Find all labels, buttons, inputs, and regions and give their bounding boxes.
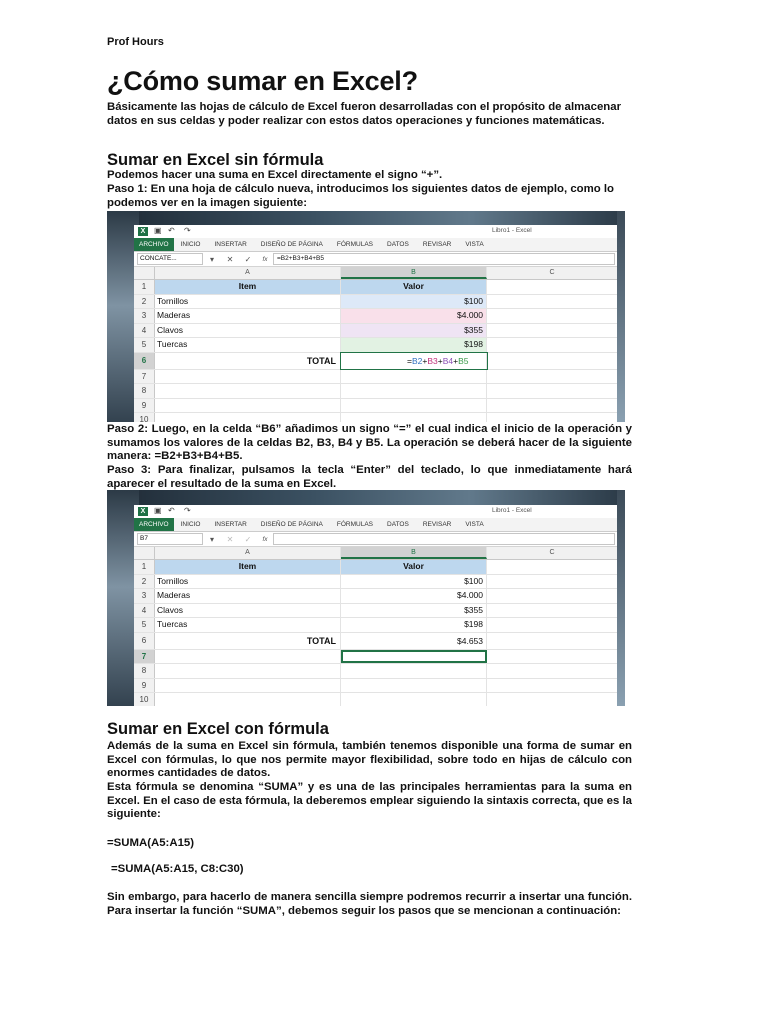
table-row	[134, 280, 617, 295]
cell-b6-result[interactable]: $4.653	[341, 633, 487, 649]
cell-a10[interactable]	[155, 693, 341, 706]
cell-a6[interactable]: TOTAL	[155, 353, 341, 369]
row-header[interactable]: 4	[134, 604, 155, 618]
cell-c9[interactable]	[487, 399, 617, 413]
cell-a1[interactable]: Item	[155, 560, 341, 574]
column-header-b[interactable]: B	[341, 267, 487, 279]
column-header-a[interactable]: A	[155, 267, 341, 279]
undo-icon[interactable]: ↶	[168, 506, 175, 515]
tab-datos[interactable]: DATOS	[387, 241, 409, 248]
save-icon[interactable]: ▣	[154, 226, 162, 235]
dropdown-icon[interactable]: ▾	[209, 534, 214, 544]
cell-b3[interactable]: $4.000	[341, 309, 487, 323]
cell-c2[interactable]	[487, 295, 617, 309]
excel-app-icon: X	[138, 227, 148, 236]
formula-plus: +	[422, 355, 428, 366]
fx-icon[interactable]: fx	[262, 255, 268, 263]
formula-ref-b5: B5	[458, 355, 469, 366]
window-title: Libro1 - Excel	[492, 227, 532, 234]
tab-archivo[interactable]: ARCHIVO	[134, 518, 174, 531]
formula-ref-b2: B2	[411, 355, 423, 366]
formula-equals: =	[407, 355, 412, 366]
section1-p4: Paso 3: Para finalizar, pulsamos la tecla “Enter” del teclado, lo que inmediatamente hará aparecer el resultado de la suma en Excel.	[107, 464, 632, 490]
section1-p2: Paso 1: En una hoja de cálculo nueva, introducimos los siguientes datos de ejemplo, como lo podemos ver en la imagen siguiente:	[107, 183, 614, 209]
formula-input[interactable]: =B2+B3+B4+B5	[273, 253, 615, 265]
formula-plus: +	[437, 355, 443, 366]
table-row	[134, 295, 617, 310]
cancel-icon[interactable]: ✕	[226, 254, 234, 264]
formula-ref-b4: B4	[442, 355, 454, 366]
cell-b5[interactable]: $198	[341, 338, 487, 352]
name-box[interactable]: CONCATE...	[137, 253, 203, 265]
formula-input[interactable]	[273, 533, 615, 545]
redo-icon[interactable]: ↷	[184, 506, 191, 515]
tab-formulas[interactable]: FÓRMULAS	[336, 241, 374, 248]
tab-insertar[interactable]: INSERTAR	[214, 521, 247, 528]
cell-c5[interactable]	[487, 338, 617, 352]
table-row	[134, 650, 617, 665]
tab-revisar[interactable]: REVISAR	[422, 521, 452, 528]
table-row	[134, 664, 617, 679]
formula-bar	[134, 252, 617, 267]
section1-p3: Paso 2: Luego, en la celda “B6” añadimos un signo “=” el cual indica el inicio de la operación y sumamos los valores de la celdas B2, B3, B4 y B5. La operación se deberá hacer de la siguiente manera: =B2+B3+B4+B5.	[107, 423, 632, 463]
cell-c4[interactable]	[487, 604, 617, 618]
formula-bar	[134, 532, 617, 547]
tab-vista[interactable]: VISTA	[465, 521, 484, 528]
formula-example-1: =SUMA(A5:A15)	[107, 837, 195, 849]
cell-a1[interactable]: Item	[155, 280, 341, 294]
cell-c8[interactable]	[487, 664, 617, 678]
cell-b9[interactable]	[341, 679, 487, 693]
column-header-a[interactable]: A	[155, 547, 341, 559]
cell-b4[interactable]: $355	[341, 324, 487, 338]
table-row	[134, 604, 617, 619]
cell-b9[interactable]	[341, 399, 487, 413]
cell-b2[interactable]: $100	[341, 295, 487, 309]
row-header[interactable]: 9	[134, 399, 155, 413]
cell-a6[interactable]: TOTAL	[155, 633, 341, 649]
table-row	[134, 384, 617, 399]
column-header-c[interactable]: C	[549, 269, 555, 276]
cell-b1[interactable]: Valor	[341, 560, 487, 574]
intro-paragraph: Básicamente las hojas de cálculo de Excel fueron desarrolladas con el propósito de almacenar datos en sus celdas y poder realizar con estos datos operaciones y funciones matemáticas.	[107, 101, 622, 127]
row-header[interactable]: 9	[134, 679, 155, 693]
cell-c5[interactable]	[487, 618, 617, 632]
tab-formulas[interactable]: FÓRMULAS	[336, 521, 374, 528]
cell-a5[interactable]: Tuercas	[155, 338, 341, 352]
cell-b8[interactable]	[341, 384, 487, 398]
ribbon-tabs	[134, 518, 617, 532]
cell-c8[interactable]	[487, 384, 617, 398]
select-all-corner[interactable]	[134, 547, 155, 559]
table-row	[134, 679, 617, 694]
tab-revisar[interactable]: REVISAR	[422, 241, 452, 248]
row-header[interactable]: 4	[134, 324, 155, 338]
row-header[interactable]: 1	[134, 560, 155, 574]
ribbon-tabs	[134, 238, 617, 252]
cancel-icon[interactable]: ✕	[226, 534, 234, 544]
row-header[interactable]: 7	[134, 650, 155, 664]
cell-a8[interactable]	[155, 384, 341, 398]
excel-screenshot-step3	[107, 490, 625, 706]
cell-b7[interactable]	[341, 370, 487, 384]
confirm-icon[interactable]: ✓	[244, 254, 252, 264]
cell-c1[interactable]	[487, 560, 617, 574]
row-header[interactable]: 6	[134, 353, 155, 369]
section2-p1: Además de la suma en Excel sin fórmula, también tenemos disponible una forma de sumar en Excel con fórmulas, lo que nos permite mayor flexibilidad, sobre todo en hijas de cálculo con enormes cantidades de datos.	[107, 740, 632, 780]
header-author: Prof Hours	[107, 36, 164, 48]
formula-plus: +	[453, 355, 459, 366]
cell-b7-selected[interactable]	[341, 650, 487, 664]
table-row	[134, 633, 617, 650]
cell-a7[interactable]	[155, 370, 341, 384]
table-row	[134, 338, 617, 353]
row-header[interactable]: 2	[134, 575, 155, 589]
cell-c2[interactable]	[487, 575, 617, 589]
section2-heading: Sumar en Excel con fórmula	[107, 720, 329, 738]
row-header[interactable]: 10	[134, 693, 155, 706]
table-row	[134, 618, 617, 633]
row-header[interactable]: 6	[134, 633, 155, 649]
cell-a2[interactable]: Tornillos	[155, 575, 341, 589]
fx-icon[interactable]: fx	[262, 535, 268, 543]
cell-a2[interactable]: Tornillos	[155, 295, 341, 309]
cell-b2[interactable]: $100	[341, 575, 487, 589]
cell-a8[interactable]	[155, 664, 341, 678]
tab-inicio[interactable]: INICIO	[180, 521, 201, 528]
cell-c7[interactable]	[487, 650, 617, 664]
dropdown-icon[interactable]: ▾	[209, 254, 214, 264]
row-header[interactable]: 1	[134, 280, 155, 294]
table-row	[134, 324, 617, 339]
formula-ref-b3: B3	[427, 355, 438, 366]
cell-b3[interactable]: $4.000	[341, 589, 487, 603]
table-row	[134, 589, 617, 604]
section1-p1: Podemos hacer una suma en Excel directamente el signo “+”.	[107, 169, 443, 181]
cell-b1[interactable]: Valor	[341, 280, 487, 294]
row-header[interactable]: 2	[134, 295, 155, 309]
cell-a9[interactable]	[155, 399, 341, 413]
page-title: ¿Cómo sumar en Excel?	[107, 66, 418, 96]
row-header[interactable]: 5	[134, 618, 155, 632]
tab-diseno-pagina[interactable]: DISEÑO DE PÁGINA	[260, 241, 323, 248]
formula-example-2: =SUMA(A5:A15, C8:C30)	[111, 863, 244, 875]
cell-a4[interactable]: Clavos	[155, 604, 341, 618]
cell-a4[interactable]: Clavos	[155, 324, 341, 338]
cell-c10[interactable]	[487, 413, 617, 422]
cell-c6[interactable]	[487, 353, 617, 369]
table-row	[134, 309, 617, 324]
cell-b6-editing[interactable]	[341, 353, 487, 369]
cell-c3[interactable]	[487, 589, 617, 603]
select-all-corner[interactable]	[134, 267, 155, 279]
tab-datos[interactable]: DATOS	[387, 521, 409, 528]
redo-icon[interactable]: ↷	[184, 226, 191, 235]
column-header-c[interactable]: C	[549, 549, 555, 556]
cell-c1[interactable]	[487, 280, 617, 294]
table-row	[134, 399, 617, 414]
table-row	[134, 413, 617, 422]
row-header[interactable]: 8	[134, 384, 155, 398]
row-header[interactable]: 7	[134, 370, 155, 384]
tab-archivo[interactable]: ARCHIVO	[134, 238, 174, 251]
cell-a9[interactable]	[155, 679, 341, 693]
cell-b10[interactable]	[341, 413, 487, 422]
row-header[interactable]: 10	[134, 413, 155, 422]
worksheet-grid	[134, 267, 617, 422]
tab-inicio[interactable]: INICIO	[180, 241, 201, 248]
table-row	[134, 575, 617, 590]
worksheet-grid	[134, 547, 617, 706]
save-icon[interactable]: ▣	[154, 506, 162, 515]
window-title: Libro1 - Excel	[492, 507, 532, 514]
cell-a3[interactable]: Maderas	[155, 309, 341, 323]
excel-screenshot-step1	[107, 211, 625, 422]
cell-b10[interactable]	[341, 693, 487, 706]
tab-diseno-pagina[interactable]: DISEÑO DE PÁGINA	[260, 521, 323, 528]
section2-p2: Esta fórmula se denomina “SUMA” y es una de las principales herramientas para la suma en Excel. En el caso de esta fórmula, la deberemos emplear siguiendo la sintaxis correcta, que es la siguiente:	[107, 781, 632, 821]
cell-c9[interactable]	[487, 679, 617, 693]
name-box[interactable]: B7	[137, 533, 203, 545]
tab-vista[interactable]: VISTA	[465, 241, 484, 248]
cell-c10[interactable]	[487, 693, 617, 706]
cell-b8[interactable]	[341, 664, 487, 678]
cell-c6[interactable]	[487, 633, 617, 649]
row-header[interactable]: 3	[134, 589, 155, 603]
table-row	[134, 370, 617, 385]
table-row	[134, 693, 617, 706]
cell-c4[interactable]	[487, 324, 617, 338]
column-header-b[interactable]: B	[341, 547, 487, 559]
cell-a3[interactable]: Maderas	[155, 589, 341, 603]
row-header[interactable]: 5	[134, 338, 155, 352]
row-header[interactable]: 3	[134, 309, 155, 323]
cell-c7[interactable]	[487, 370, 617, 384]
tab-insertar[interactable]: INSERTAR	[214, 241, 247, 248]
cell-a5[interactable]: Tuercas	[155, 618, 341, 632]
cell-b4[interactable]: $355	[341, 604, 487, 618]
excel-app-icon: X	[138, 507, 148, 516]
section2-p3: Sin embargo, para hacerlo de manera sencilla siempre podremos recurrir a insertar una función. Para insertar la función “SUMA”, debemos seguir los pasos que se mencionan a continuación:	[107, 891, 632, 917]
cell-c3[interactable]	[487, 309, 617, 323]
table-row	[134, 353, 617, 370]
section1-heading: Sumar en Excel sin fórmula	[107, 151, 324, 169]
cell-a7[interactable]	[155, 650, 341, 664]
table-row	[134, 560, 617, 575]
undo-icon[interactable]: ↶	[168, 226, 175, 235]
confirm-icon[interactable]: ✓	[244, 534, 252, 544]
cell-a10[interactable]	[155, 413, 341, 422]
row-header[interactable]: 8	[134, 664, 155, 678]
cell-b5[interactable]: $198	[341, 618, 487, 632]
